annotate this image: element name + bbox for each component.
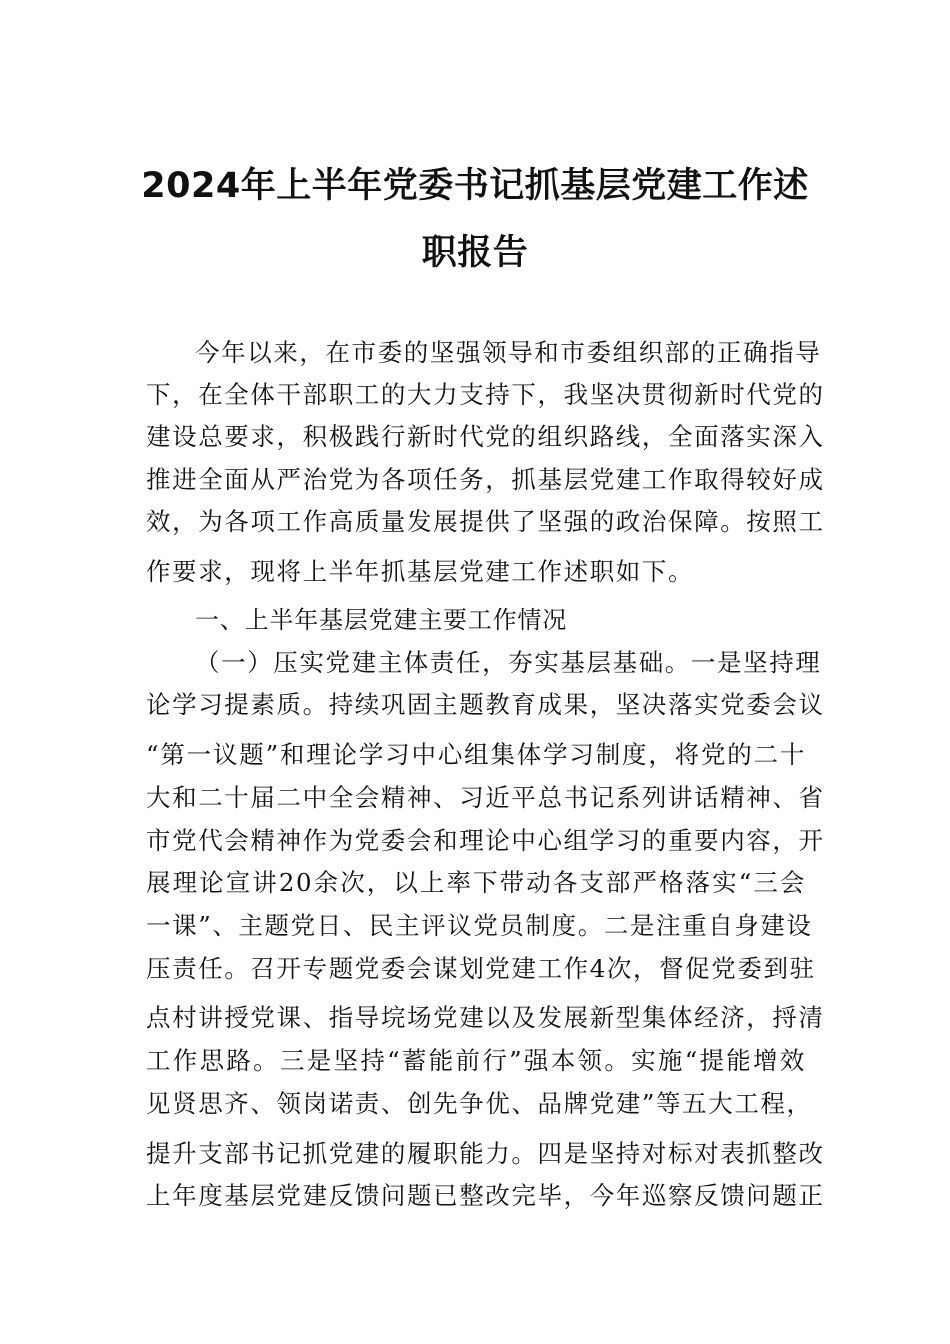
intro-line: 推进全面从严治党为各项任务，抓基层党建工作取得较好成 <box>146 465 825 494</box>
body-line: 压责任。召开专题党委会谋划党建工作4次，督促党委到驻 <box>146 954 816 983</box>
body-line: （一）压实党建主体责任，夯实基层基础。一是坚持理 <box>195 648 822 677</box>
body-line: 点村讲授党课、指导垸场党建以及发展新型集体经济，捋清 <box>146 1003 825 1032</box>
section-heading: 一、上半年基层党建主要工作情况 <box>195 606 567 634</box>
body-line: 见贤思齐、领岗诺责、创先争优、品牌党建”等五大工程， <box>146 1089 813 1118</box>
intro-line: 建设总要求，积极践行新时代党的组织路线，全面落实深入 <box>146 422 825 451</box>
body-line: 提升支部书记抓党建的履职能力。四是坚持对标对表抓整改 <box>146 1139 825 1168</box>
body-line: “第一议题”和理论学习中心组集体学习制度，将党的二十 <box>146 740 806 769</box>
body-line: 展理论宣讲20余次，以上率下带动各支部严格落实“三会 <box>146 868 806 897</box>
body-line: 一课”、主题党日、民主评议党员制度。二是注重自身建设 <box>146 911 813 940</box>
document-title-line-1: 2024年上半年党委书记抓基层党建工作述 <box>141 166 809 206</box>
intro-line: 效，为各项工作高质量发展提供了坚强的政治保障。按照工 <box>146 507 825 536</box>
document-title-line-2: 职报告 <box>421 233 529 273</box>
body-line: 论学习提素质。持续巩固主题教育成果，坚决落实党委会议 <box>146 690 825 719</box>
body-line: 市党代会精神作为党委会和理论中心组学习的重要内容，开 <box>146 826 825 855</box>
body-line: 上年度基层党建反馈问题已整改完毕，今年巡察反馈问题正 <box>146 1181 825 1210</box>
intro-line: 今年以来，在市委的坚强领导和市委组织部的正确指导 <box>195 338 822 367</box>
intro-line: 下，在全体干部职工的大力支持下，我坚决贯彻新时代党的 <box>146 380 825 409</box>
body-line: 大和二十届二中全会精神、习近平总书记系列讲话精神、省 <box>146 783 825 812</box>
intro-line: 作要求，现将上半年抓基层党建工作述职如下。 <box>146 557 695 586</box>
body-line: 工作思路。三是坚持“蓄能前行”强本领。实施“提能增效 <box>146 1046 806 1075</box>
